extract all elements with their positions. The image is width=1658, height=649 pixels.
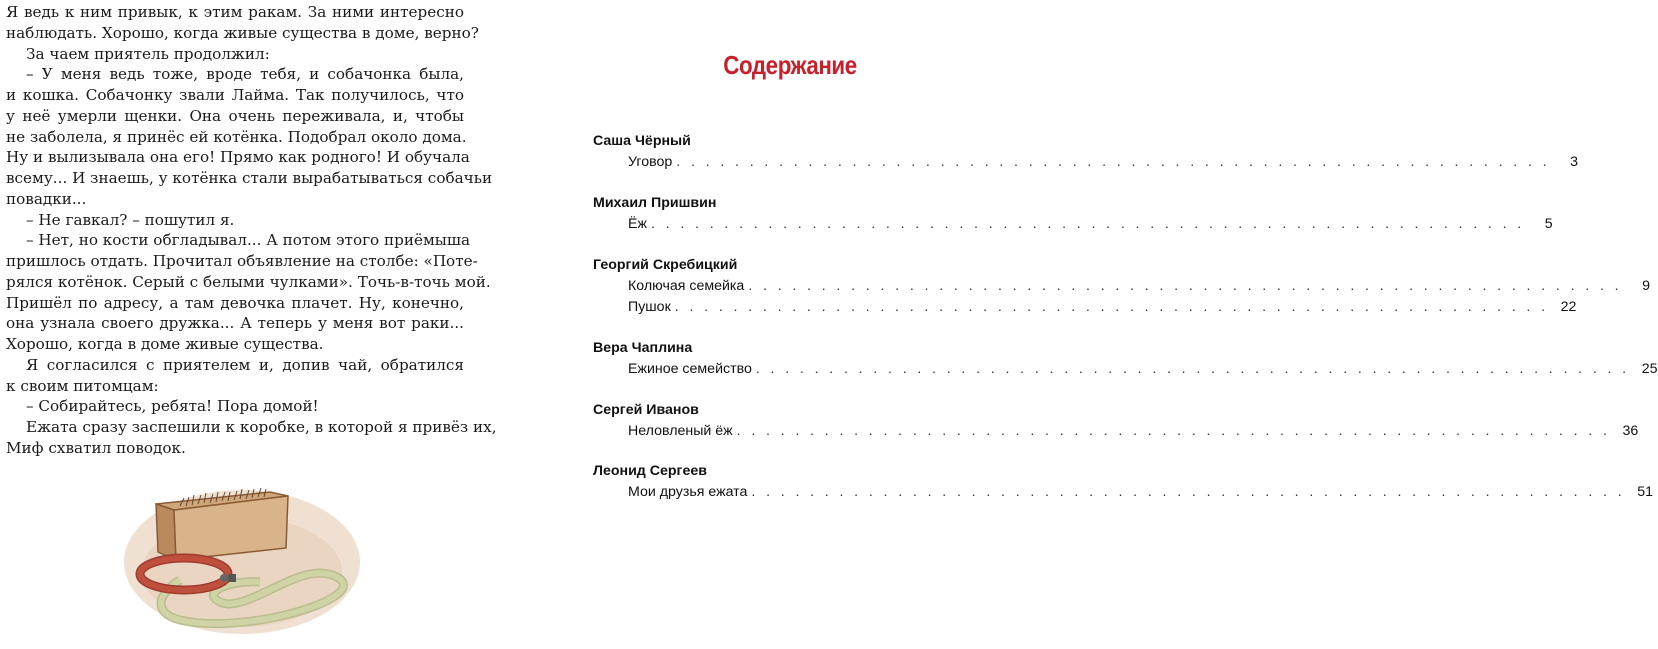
story-line: не заболела, я принёс ей котёнка. Подобрал около дома.: [6, 127, 467, 146]
toc-author: Георгий Скребицкий: [593, 257, 738, 273]
toc-leader-dots: . . . . . . . . . . . . . . . . . . . . . . . . . . . . . . . . . . . . . . . . . . . . . . . . . . . . . . . . . . . .: [755, 361, 1630, 377]
toc-entry[interactable]: [628, 361, 1658, 377]
toc-entry-title: Уговор: [628, 154, 673, 170]
story-line: она узнала своего дружка... А теперь у меня вот раки...: [6, 314, 464, 333]
toc-leader-dots: . . . . . . . . . . . . . . . . . . . . . . . . . . . . . . . . . . . . . . . . . . . . . . . . . . . . . . . . . . . .: [676, 154, 1550, 170]
story-line: – У меня ведь тоже, вроде тебя, и собачонка была,: [26, 65, 464, 84]
story-line: рялся котёнок. Серый с белыми чулками». Точь-в-точь мой.: [6, 272, 491, 291]
story-line: Я согласился с приятелем и, допив чай, обратился: [26, 355, 464, 374]
toc-entry-title: Колючая семейка: [628, 278, 745, 294]
story-line: у неё умерли щенки. Она очень переживала, и, чтобы: [6, 106, 464, 125]
toc-entry-page: 36: [1622, 423, 1639, 439]
toc-entry-title: Ежиное семейство: [628, 361, 752, 377]
story-line: – Не гавкал? – пошутил я.: [26, 210, 235, 229]
story-line: – Нет, но кости обгладывал... А потом этого приёмыша: [26, 231, 471, 250]
story-line: Ну и вылизывала она его! Прямо как родного! И обучала: [6, 148, 470, 167]
toc-entry-page: 22: [1560, 299, 1577, 315]
story-line: Хорошо, когда в доме живые существа.: [6, 335, 324, 353]
toc-author: Михаил Пришвин: [593, 195, 717, 211]
toc-entry[interactable]: [628, 484, 1654, 500]
story-line: к своим питомцам:: [6, 376, 159, 395]
toc-leader-dots: . . . . . . . . . . . . . . . . . . . . . . . . . . . . . . . . . . . . . . . . . . . . . . . . . . . . . . . . . . . .: [674, 299, 1549, 315]
toc-author: Сергей Иванов: [593, 402, 699, 418]
toc-entry-title: Ёж: [628, 216, 647, 232]
story-line: наблюдать. Хорошо, когда живые существа в доме, верно?: [6, 23, 479, 42]
toc-author: Вера Чаплина: [593, 340, 693, 356]
toc-author: Саша Чёрный: [593, 133, 691, 149]
toc-title: Содержание: [723, 50, 857, 80]
hedgehog-box-illustration: [120, 462, 370, 642]
toc-entry[interactable]: [628, 154, 1578, 170]
toc-entry-page: 3: [1570, 154, 1578, 170]
toc-entry-page: 51: [1637, 484, 1654, 500]
toc-entry[interactable]: [628, 278, 1650, 294]
toc-entry-page: 25: [1641, 361, 1658, 377]
toc-leader-dots: . . . . . . . . . . . . . . . . . . . . . . . . . . . . . . . . . . . . . . . . . . . . . . . . . . . . . . . . . . . .: [736, 423, 1611, 439]
toc-leader-dots: . . . . . . . . . . . . . . . . . . . . . . . . . . . . . . . . . . . . . . . . . . . . . . . . . . . . . . . . . . . .: [748, 278, 1622, 294]
story-line: всему... И знаешь, у котёнка стали вырабатываться собачьи: [6, 169, 493, 187]
story-line: – Собирайтесь, ребята! Пора домой!: [26, 397, 319, 416]
toc-entry-title: Мои друзья ежата: [628, 484, 748, 500]
toc-entry-title: Неловленый ёж: [628, 423, 733, 439]
toc-entry[interactable]: [628, 423, 1639, 439]
story-line: и кошка. Собачонку звали Лайма. Так получилось, что: [6, 86, 464, 104]
toc-leader-dots: . . . . . . . . . . . . . . . . . . . . . . . . . . . . . . . . . . . . . . . . . . . . . . . . . . . . . . . . . . . .: [751, 484, 1626, 500]
story-line: Ежата сразу заспешили к коробке, в которой я привёз их,: [26, 418, 497, 436]
story-line: Пришёл по адресу, а там девочка плачет. Ну, конечно,: [6, 293, 464, 312]
story-line: За чаем приятель продолжил:: [26, 44, 270, 63]
toc-entry-page: 9: [1642, 278, 1650, 294]
story-line: Миф схватил поводок.: [6, 438, 186, 457]
story-line: повадки...: [6, 189, 87, 208]
table-of-contents: [590, 0, 1658, 649]
collar-ring: [220, 574, 228, 582]
toc-leader-dots: . . . . . . . . . . . . . . . . . . . . . . . . . . . . . . . . . . . . . . . . . . . . . . . . . . . . . . . . . . . .: [650, 216, 1525, 232]
story-line: Я ведь к ним привык, к этим ракам. За ними интересно: [6, 3, 464, 21]
leash-clasp: [228, 574, 236, 582]
toc-author: Леонид Сергеев: [593, 463, 707, 479]
toc-entry-page: 5: [1544, 216, 1553, 232]
story-line: пришлось отдать. Прочитал объявление на столбе: «Поте-: [6, 252, 478, 270]
toc-entry[interactable]: [628, 299, 1577, 315]
toc-entry[interactable]: [628, 216, 1553, 232]
toc-entry-title: Пушок: [628, 299, 671, 315]
story-text: [6, 2, 497, 459]
box-side: [156, 504, 176, 560]
